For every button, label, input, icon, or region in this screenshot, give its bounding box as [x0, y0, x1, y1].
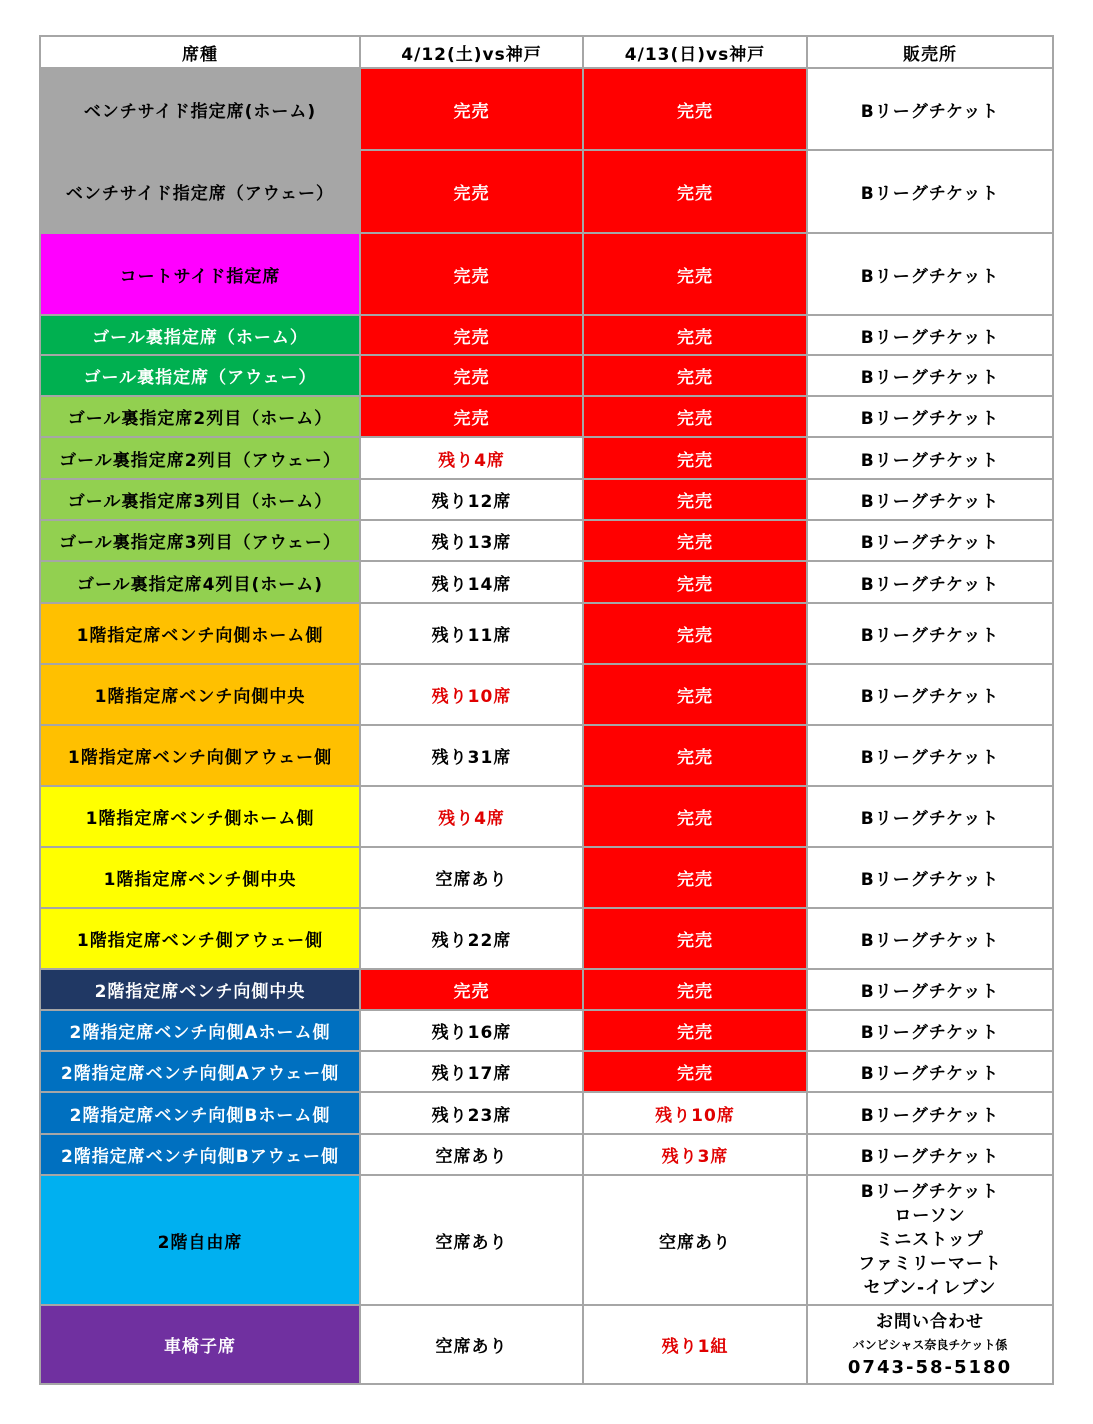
- header-seat-type: 席種: [41, 37, 359, 67]
- seat-type-cell: 1階指定席ベンチ向側中央: [41, 665, 359, 724]
- sales-outlet-cell: Bリーグチケット: [808, 562, 1052, 602]
- sales-outlet-cell: Bリーグチケット: [808, 848, 1052, 907]
- seat-type-cell: 1階指定席ベンチ側ホーム側: [41, 787, 359, 846]
- apr13-status-cell: 残り3席: [584, 1135, 806, 1174]
- apr13-status-cell: 完売: [584, 665, 806, 724]
- apr12-status-cell: 残り23席: [361, 1093, 582, 1133]
- sales-outlet-cell: Bリーグチケット: [808, 480, 1052, 519]
- apr13-status-cell: 完売: [584, 234, 806, 314]
- apr13-status-cell: 完売: [584, 787, 806, 846]
- seat-type-cell: 1階指定席ベンチ側アウェー側: [41, 909, 359, 968]
- apr12-status-cell: 残り22席: [361, 909, 582, 968]
- apr13-status-cell: 完売: [584, 397, 806, 436]
- seat-type-cell: ゴール裏指定席4列目(ホーム): [41, 562, 359, 602]
- sales-outlet-cell: Bリーグチケット: [808, 316, 1052, 354]
- sales-outlet-cell: Bリーグチケット: [808, 909, 1052, 968]
- header-apr12-game: 4/12(土)vs神戸: [361, 37, 582, 67]
- sales-outlet-cell: Bリーグチケット: [808, 604, 1052, 663]
- seat-type-cell: 2階指定席ベンチ向側Aホーム側: [41, 1011, 359, 1050]
- apr12-status-cell: 残り14席: [361, 562, 582, 602]
- apr13-status-cell: 完売: [584, 1011, 806, 1050]
- apr12-status-cell: 完売: [361, 234, 582, 314]
- apr13-status-cell: 完売: [584, 726, 806, 785]
- apr13-status-cell: 完売: [584, 604, 806, 663]
- seat-type-cell: 1階指定席ベンチ向側ホーム側: [41, 604, 359, 663]
- apr12-status-cell: 完売: [361, 69, 582, 149]
- seat-type-cell: 2階自由席: [41, 1176, 359, 1304]
- sales-outlet-item: Bリーグチケット: [860, 1182, 1000, 1202]
- seat-type-cell: ゴール裏指定席2列目（アウェー）: [41, 438, 359, 478]
- apr13-status-cell: 完売: [584, 151, 806, 232]
- apr12-status-cell: 完売: [361, 151, 582, 232]
- apr13-status-cell: 空席あり: [584, 1176, 806, 1304]
- sales-outlet-cell: Bリーグチケット: [808, 1011, 1052, 1050]
- seat-availability-table: [39, 35, 1054, 1385]
- seat-type-cell: ゴール裏指定席（ホーム）: [41, 316, 359, 354]
- apr12-status-cell: 残り17席: [361, 1052, 582, 1091]
- sales-outlet-cell: Bリーグチケット: [808, 1135, 1052, 1174]
- contact-title: お問い合わせ: [876, 1311, 984, 1332]
- sales-outlet-cell: Bリーグチケット: [808, 1093, 1052, 1133]
- apr13-status-cell: 完売: [584, 970, 806, 1009]
- sales-outlet-item: セブン-イレブン: [863, 1278, 997, 1298]
- seat-type-cell: 1階指定席ベンチ向側アウェー側: [41, 726, 359, 785]
- apr13-status-cell: 完売: [584, 909, 806, 968]
- sales-outlet-item: ローソン: [894, 1206, 966, 1226]
- seat-type-cell: ベンチサイド指定席(ホーム): [41, 69, 359, 149]
- sales-outlet-cell: Bリーグチケット: [808, 665, 1052, 724]
- contact-info-cell: [808, 1306, 1052, 1383]
- apr13-status-cell: 完売: [584, 1052, 806, 1091]
- apr12-status-cell: 空席あり: [361, 848, 582, 907]
- apr12-status-cell: 完売: [361, 970, 582, 1009]
- seat-type-cell: 1階指定席ベンチ側中央: [41, 848, 359, 907]
- apr12-status-cell: 残り31席: [361, 726, 582, 785]
- seat-type-cell: ベンチサイド指定席（アウェー）: [41, 151, 359, 232]
- seat-type-cell: 2階指定席ベンチ向側Bアウェー側: [41, 1135, 359, 1174]
- sales-outlet-cell: Bリーグチケット: [808, 151, 1052, 232]
- apr13-status-cell: 残り10席: [584, 1093, 806, 1133]
- seat-type-cell: コートサイド指定席: [41, 234, 359, 314]
- seat-type-cell: ゴール裏指定席2列目（ホーム）: [41, 397, 359, 436]
- sales-outlet-cell: Bリーグチケット: [808, 726, 1052, 785]
- seat-type-cell: ゴール裏指定席3列目（アウェー）: [41, 521, 359, 560]
- sales-outlet-item: ミニストップ: [876, 1230, 984, 1250]
- apr13-status-cell: 完売: [584, 69, 806, 149]
- seat-type-cell: 2階指定席ベンチ向側中央: [41, 970, 359, 1009]
- seat-type-cell: 2階指定席ベンチ向側Aアウェー側: [41, 1052, 359, 1091]
- sales-outlet-cell: Bリーグチケット: [808, 521, 1052, 560]
- sales-outlet-cell: Bリーグチケット: [808, 69, 1052, 149]
- apr13-status-cell: 完売: [584, 480, 806, 519]
- apr13-status-cell: 完売: [584, 848, 806, 907]
- apr13-status-cell: 残り1組: [584, 1306, 806, 1383]
- apr12-status-cell: 空席あり: [361, 1135, 582, 1174]
- sales-outlet-cell: Bリーグチケット: [808, 397, 1052, 436]
- apr12-status-cell: 完売: [361, 316, 582, 354]
- apr12-status-cell: 空席あり: [361, 1176, 582, 1304]
- apr12-status-cell: 完売: [361, 356, 582, 395]
- seat-type-cell: 車椅子席: [41, 1306, 359, 1383]
- seat-type-cell: ゴール裏指定席（アウェー）: [41, 356, 359, 395]
- sales-outlet-cell: Bリーグチケット: [808, 970, 1052, 1009]
- contact-phone-number: 0743-58-5180: [847, 1356, 1013, 1378]
- apr13-status-cell: 完売: [584, 521, 806, 560]
- header-apr13-game: 4/13(日)vs神戸: [584, 37, 806, 67]
- apr12-status-cell: 残り16席: [361, 1011, 582, 1050]
- apr12-status-cell: 完売: [361, 397, 582, 436]
- sales-outlet-list-cell: [808, 1176, 1052, 1304]
- apr12-status-cell: 残り4席: [361, 787, 582, 846]
- header-sales-outlet: 販売所: [808, 37, 1052, 67]
- sales-outlet-cell: Bリーグチケット: [808, 356, 1052, 395]
- apr12-status-cell: 残り10席: [361, 665, 582, 724]
- apr13-status-cell: 完売: [584, 438, 806, 478]
- apr12-status-cell: 残り13席: [361, 521, 582, 560]
- apr12-status-cell: 残り11席: [361, 604, 582, 663]
- sales-outlet-cell: Bリーグチケット: [808, 438, 1052, 478]
- apr13-status-cell: 完売: [584, 316, 806, 354]
- apr12-status-cell: 空席あり: [361, 1306, 582, 1383]
- apr12-status-cell: 残り12席: [361, 480, 582, 519]
- sales-outlet-cell: Bリーグチケット: [808, 1052, 1052, 1091]
- sales-outlet-cell: Bリーグチケット: [808, 787, 1052, 846]
- seat-type-cell: ゴール裏指定席3列目（ホーム）: [41, 480, 359, 519]
- contact-department: バンビシャス奈良チケット係: [852, 1337, 1008, 1352]
- apr12-status-cell: 残り4席: [361, 438, 582, 478]
- sales-outlet-item: ファミリーマート: [858, 1254, 1002, 1274]
- sales-outlet-cell: Bリーグチケット: [808, 234, 1052, 314]
- apr13-status-cell: 完売: [584, 562, 806, 602]
- seat-type-cell: 2階指定席ベンチ向側Bホーム側: [41, 1093, 359, 1133]
- apr13-status-cell: 完売: [584, 356, 806, 395]
